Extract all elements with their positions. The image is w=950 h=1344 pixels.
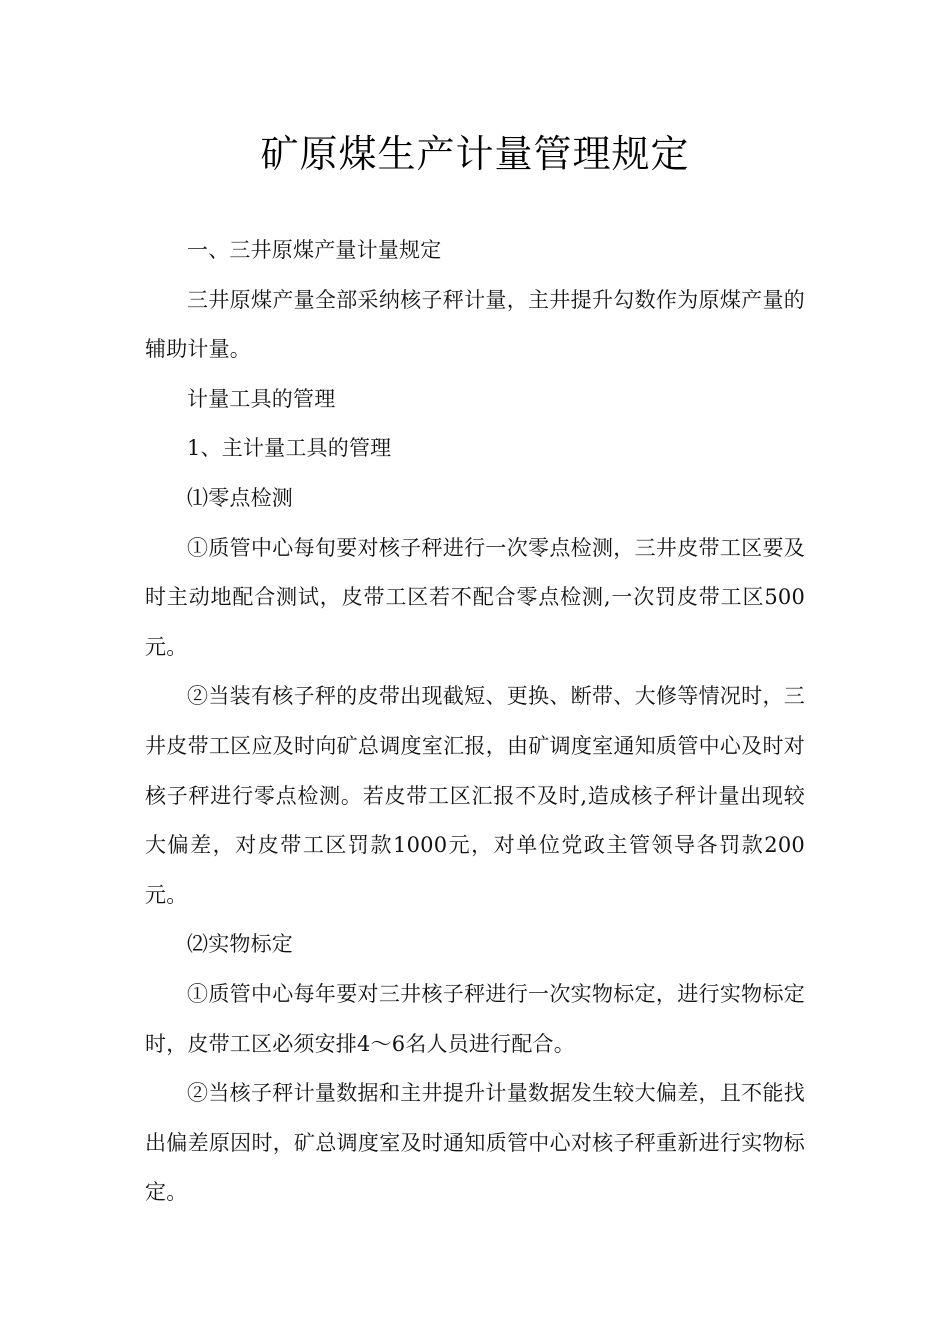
paragraph: ②当核子秤计量数据和主井提升计量数据发生较大偏差，且不能找出偏差原因时，矿总调度室及时通知质管中心对核子秤重新进行实物标定。 — [145, 1081, 805, 1205]
paragraph: ①质管中心每旬要对核子秤进行一次零点检测，三井皮带工区要及时主动地配合测试，皮带工区若不配合零点检测,一次罚皮带工区500元。 — [145, 535, 805, 659]
document-title: 矿原煤生产计量管理规定 — [260, 132, 690, 176]
paragraph: ②当装有核子秤的皮带出现截短、更换、断带、大修等情况时，三井皮带工区应及时向矿总调度室汇报，由矿调度室通知质管中心及时对核子秤进行零点检测。若皮带工区汇报不及时,造成核子秤计量出现较大偏差，对皮带工区罚款1000元，对单位党政主管领导各罚款200元。 — [145, 684, 805, 907]
paragraph: 三井原煤产量全部采纳核子秤计量，主井提升勾数作为原煤产量的辅助计量。 — [145, 287, 805, 362]
subsection-heading: 1、主计量工具的管理 — [187, 436, 392, 461]
section-heading: 计量工具的管理 — [187, 386, 336, 411]
document-body — [145, 226, 805, 1218]
item-heading: ⑴零点检测 — [187, 485, 293, 510]
item-heading: ⑵实物标定 — [187, 932, 293, 957]
section-heading: 一、三井原煤产量计量规定 — [187, 238, 442, 262]
paragraph: ①质管中心每年要对三井核子秤进行一次实物标定，进行实物标定时，皮带工区必须安排4～6名人员进行配合。 — [145, 981, 805, 1056]
